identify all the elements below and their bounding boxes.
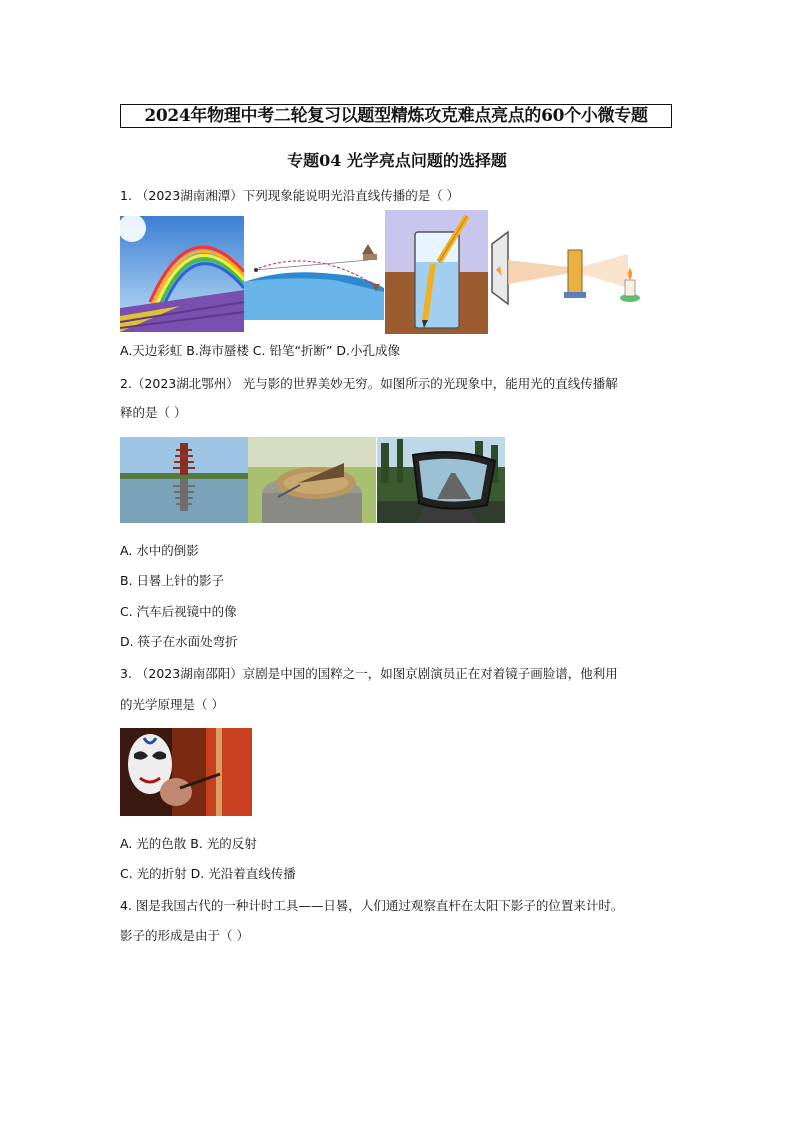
question-3-stem-line-2: 的光学原理是（ ） <box>120 697 224 712</box>
pinhole-imaging-diagram <box>488 230 642 310</box>
question-2-option-c: C. 汽车后视镜中的像 <box>120 604 237 619</box>
question-2-stem-line-1: 2.（2023湖北鄂州） 光与影的世界美妙无穷。如图所示的光现象中，能用光的直线传播解 <box>120 376 618 391</box>
sundial-image <box>248 437 376 523</box>
document-banner-title: 2024年物理中考二轮复习以题型精炼攻克难点亮点的60个小微专题 <box>120 104 672 128</box>
question-4-stem-line-1: 4. 图是我国古代的一种计时工具——日晷，人们通过观察直杆在太阳下影子的位置来计时。 <box>120 898 624 913</box>
rainbow-image <box>120 216 244 332</box>
question-2-option-d: D. 筷子在水面处弯折 <box>120 634 238 649</box>
question-2-stem-line-2: 释的是（ ） <box>120 405 187 420</box>
pagoda-reflection-image <box>120 437 248 523</box>
question-3-options-line-2: C. 光的折射 D. 光沿着直线传播 <box>120 866 296 881</box>
question-3-options-line-1: A. 光的色散 B. 光的反射 <box>120 836 257 851</box>
question-1-stem: 1. （2023湖南湘潭）下列现象能说明光沿直线传播的是（ ） <box>120 188 460 203</box>
question-2-option-a: A. 水中的倒影 <box>120 543 199 558</box>
section-title: 专题04 光学亮点问题的选择题 <box>287 151 507 170</box>
mirage-diagram <box>244 236 384 320</box>
question-1-options: A.天边彩虹 B.海市蜃楼 C. 铅笔“折断” D.小孔成像 <box>120 343 400 358</box>
peking-opera-makeup-image <box>120 728 252 816</box>
question-2-option-b: B. 日晷上针的影子 <box>120 573 225 588</box>
question-3-stem-line-1: 3. （2023湖南邵阳）京剧是中国的国粹之一，如图京剧演员正在对着镜子画脸谱，他利用 <box>120 666 618 681</box>
question-4-stem-line-2: 影子的形成是由于（ ） <box>120 928 249 943</box>
pencil-in-water-image <box>385 210 488 334</box>
car-mirror-image <box>377 437 505 523</box>
